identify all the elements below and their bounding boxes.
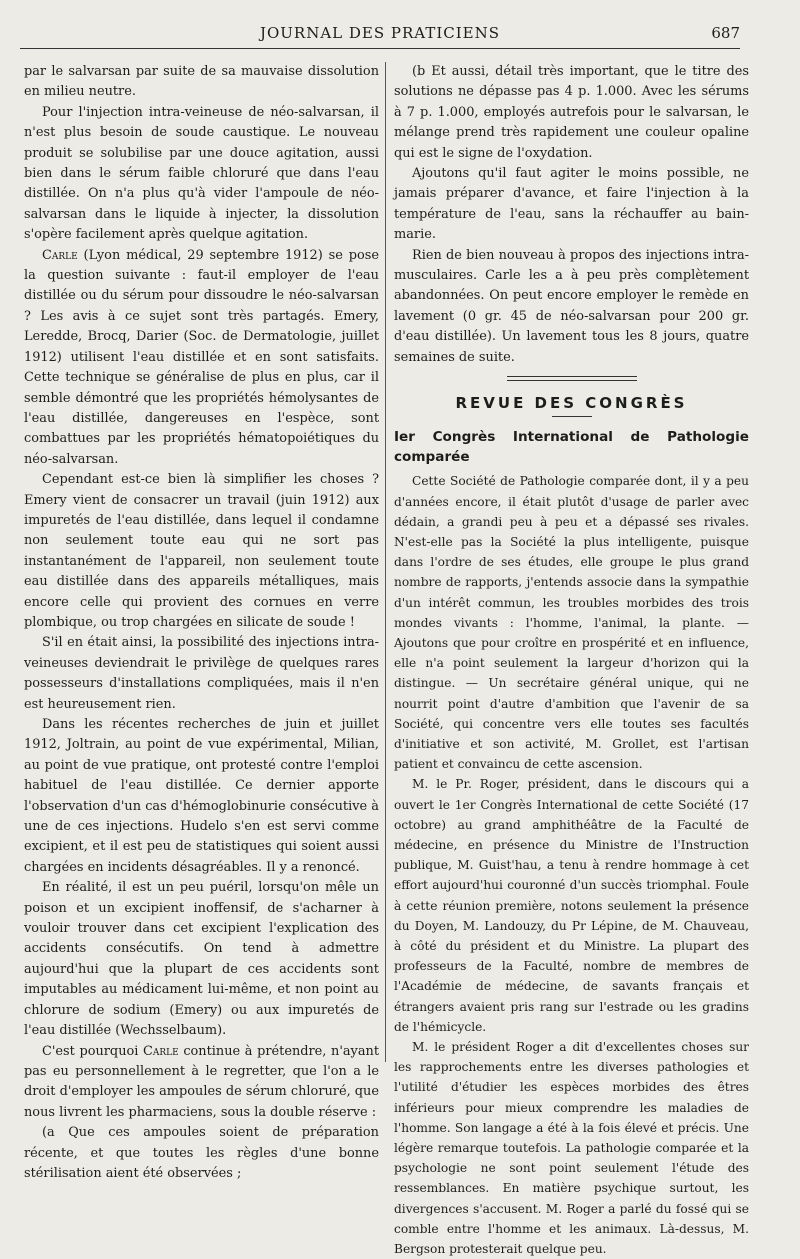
- paragraph: En réalité, il est un peu puéril, lorsqu'on mêle un poison et un excipient inoffensif, de s'acharner à vouloir trouver dans cet excipient l'explication des accidents consécutifs. On tend à admettre aujourd'hui que la plupart de ces accidents sont imputables au médicament lui-même, et non point au chlorure de sodium (Emery) ou aux impuretés de l'eau distillée (Wechsselbaum).: [24, 880, 379, 1039]
- page-header: [20, 18, 740, 49]
- short-rule: [552, 416, 592, 417]
- section-rule: [394, 376, 749, 381]
- paragraph: M. le président Roger a dit d'excellentes choses sur les rapprochements entre les diverses pathologies et l'utilité d'étudier les espèces morbides des êtres inférieurs pour mieux comprendre les maladies de l'homme. Son langage a été à la fois élevé et précis. Une légère remarque toutefois. La pathologie comparée et la psychologie ne sont point seulement l'étude des ressemblances. En matière psychique surtout, les divergences s'accusent. M. Roger a parlé du fossé qui se comble entre l'homme et les animaux. Là-dessus, M. Bergson protesterait quelque peu.: [394, 1040, 749, 1257]
- paragraph: Dans les récentes recherches de juin et juillet 1912, Joltrain, au point de vue expérimental, Milian, au point de vue pratique, ont protesté contre l'emploi habituel de l'eau distillée. Ce dernier apporte l'observation d'un cas d'hémoglobinurie consécutive à une de ces injections. Hudelo s'en est servi comme excipient, et il est peu de statistiques qui soient aussi chargées en incidents désagréables. Il y a renoncé.: [24, 717, 379, 875]
- paragraph: Cette Société de Pathologie comparée dont, il y a peu d'années encore, il était plutôt d'usage de parler avec dédain, a grandi peu à peu et a dépassé ses rivales. N'est-elle pas la Société la plus intelligente, puisque dans l'ordre de ses études, elle groupe le plus grand nombre de rapports, j'entends associe dans la sympathie d'un intérêt commun, les troubles morbides des trois mondes vivants : l'homme, l'animal, la plante. — Ajoutons que pour croître en prospérité et en influence, elle n'a point seulement la largeur d'horizon qui la distingue. — Un secrétaire général unique, qui ne nourrit point d'autre d'ambition que l'avenir de sa Société, qui concentre vers elle toutes ses facultés d'initiative et son activité, M. Grollet, est l'artisan patient et convaincu de cette ascension.: [394, 474, 749, 772]
- article-subhead: Ier Congrès International de Pathologie comparée: [394, 428, 749, 465]
- page-number: 687: [711, 24, 740, 42]
- paragraph: Carle (Lyon médical, 29 septembre 1912) se pose la question suivante : faut-il employer de l'eau distillée ou du sérum pour dissoudre le néo-salvarsan ? Les avis à ce sujet sont très partagés. Emery, Leredde, Brocq, Darier (Soc. de Dermatologie, juillet 1912) utilisent l'eau distillée et en sont satisfaits. Cette technique se généralise de plus en plus, car il semble démontré que les propriétés hémolysantes de l'eau distillée, dangereuses en l'espèce, sont combattues par les propriétés hématopoiétiques du néo-salvarsan.: [24, 247, 379, 467]
- paragraph: (a Que ces ampoules soient de préparation récente, et que toutes les règles d'une bonne stérilisation aient été observées ;: [24, 1125, 379, 1181]
- journal-title: JOURNAL DES PRATICIENS: [259, 24, 501, 42]
- double-rule: [507, 376, 637, 381]
- paragraph: Rien de bien nouveau à propos des injections intra-musculaires. Carle les a à peu près complètement abandonnées. On peut encore employer le remède en lavement (0 gr. 45 de néo-salvarsan pour 200 gr. d'eau distillée). Un lavement tous les 8 jours, quatre semaines de suite.: [394, 247, 749, 365]
- paragraph: M. le Pr. Roger, président, dans le discours qui a ouvert le 1er Congrès International de cette Société (17 octobre) au grand amphithéâtre de la Faculté de médecine, en présence du Ministre de l'Instruction publique, M. Guist'hau, a tenu à rendre hommage à cet effort aujourd'hui couronné d'un succès triomphal. Foule à cette réunion première, notons seulement la présence du Doyen, M. Landouzy, du Pr Lépine, de M. Chauveau, à côté du président et du Ministre. La plupart des professeurs de la Faculté, nombre de membres de l'Académie de médecine, de savants français et étrangers avaient pris rang sur l'estrade ou les gradins de l'hémicycle.: [394, 777, 749, 1034]
- right-column: [394, 62, 749, 1257]
- left-column: [24, 62, 379, 1181]
- paragraph: (b Et aussi, détail très important, que le titre des solutions ne dépasse pas 4 p. 1.000. Avec les sérums à 7 p. 1.000, employés autrefois pour le salvarsan, le mélange prend très rapidement une couleur opaline qui est le signe de l'oxydation.: [394, 64, 749, 161]
- paragraph: Cependant est-ce bien là simplifier les choses ? Emery vient de consacrer un travail (juin 1912) aux impuretés de l'eau distillée, dans lequel il condamne non seulement toute eau qui ne sort pas instantanément de l'appareil, non seulement toute eau distillée dans des appareils métalliques, mais encore celle qui provient des cornues en verre plombique, ou trop chargées en silicate de soude !: [24, 472, 379, 630]
- paragraph: par le salvarsan par suite de sa mauvaise dissolution en milieu neutre.: [24, 64, 379, 100]
- paragraph: C'est pourquoi Carle continue à prétendre, n'ayant pas eu personnellement à le regretter, que l'on a le droit d'employer les ampoules de sérum chloruré, que nous livrent les pharmaciens, sous la double réserve :: [24, 1043, 379, 1120]
- paragraph: S'il en était ainsi, la possibilité des injections intra-veineuses deviendrait le privilège de quelques rares possesseurs d'installations compliquées, mais il n'en est heureusement rien.: [24, 635, 379, 712]
- section-title: REVUE DES CONGRÈS: [455, 394, 688, 413]
- paragraph: Ajoutons qu'il faut agiter le moins possible, ne jamais préparer d'avance, et faire l'injection à la température de l'eau, sans la réchauffer au bain-marie.: [394, 166, 749, 243]
- congress-article: [394, 471, 749, 1259]
- paragraph: Pour l'injection intra-veineuse de néo-salvarsan, il n'est plus besoin de soude caustique. Le nouveau produit se solubilise par une douce agitation, aussi bien dans le sérum faible chloruré que dans l'eau distillée. On n'a plus qu'à vider l'ampoule de néo-salvarsan dans le liquide à injecter, la dissolution s'opère facilement après quelque agitation.: [24, 104, 379, 243]
- column-divider: [385, 62, 386, 1062]
